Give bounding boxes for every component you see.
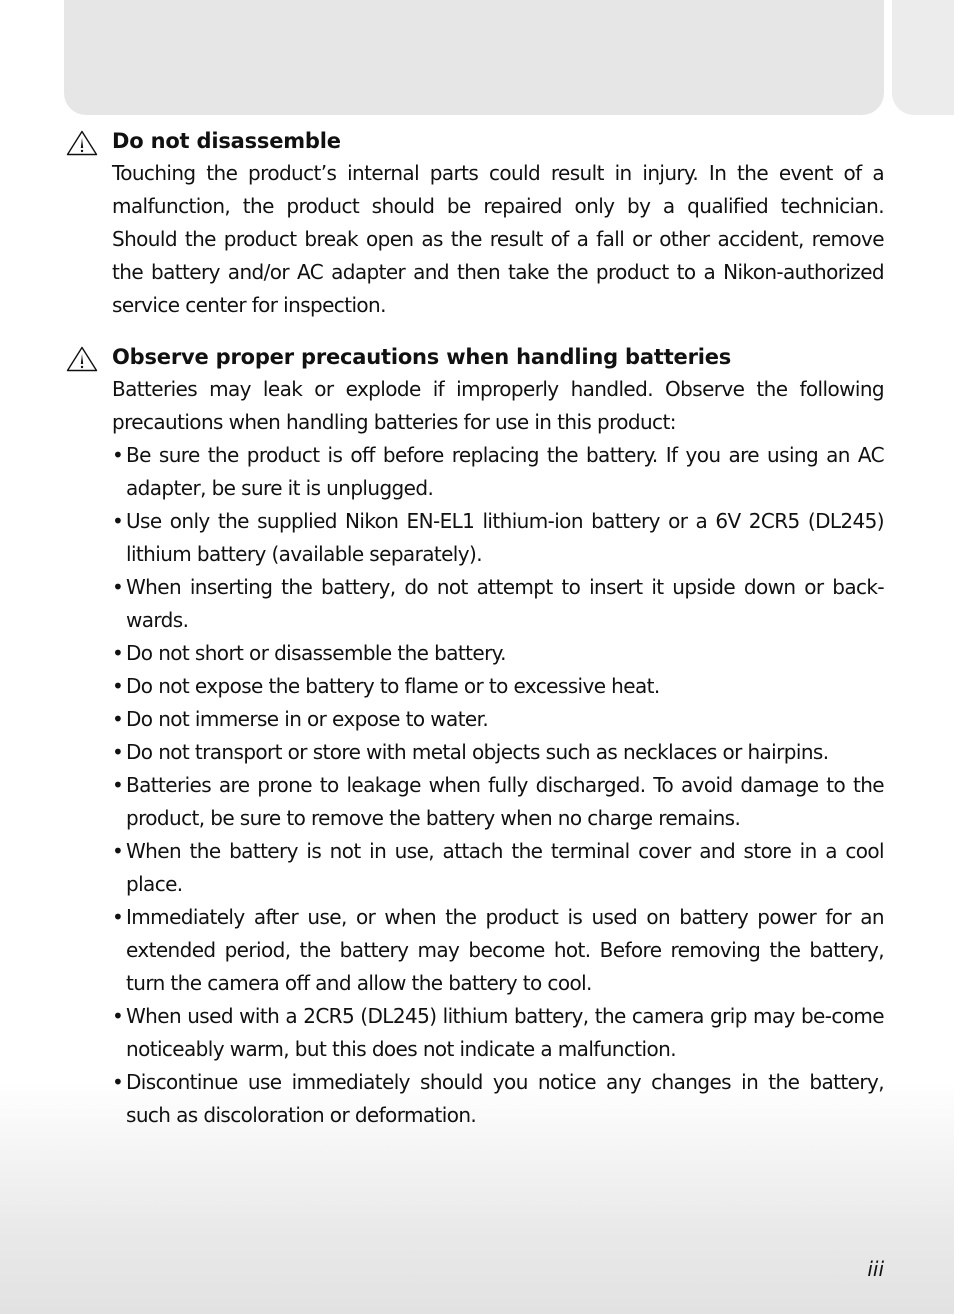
warning-triangle-icon (66, 346, 98, 372)
list-item: • When inserting the battery, do not attempt to insert it upside down or back-wards. (112, 571, 884, 637)
list-item: • Use only the supplied Nikon EN-EL1 lithium-ion battery or a 6V 2CR5 (DL245) lithium battery (available separately). (112, 505, 884, 571)
section-body: Batteries may leak or explode if improperly handled. Observe the following precautions when handling batteries for use in this product: (112, 377, 884, 434)
section-heading: Do not disassemble (112, 129, 341, 153)
list-item: • Immediately after use, or when the product is used on battery power for an extended period, the battery may become hot. Before removing the battery, turn the camera off and allow the battery to cool. (112, 901, 884, 1000)
section-heading: Observe proper precautions when handling batteries (112, 345, 732, 369)
list-item: • Batteries are prone to leakage when fully discharged. To avoid damage to the product, be sure to remove the battery when no charge remains. (112, 769, 884, 835)
list-item: • When used with a 2CR5 (DL245) lithium battery, the camera grip may be-come noticeably warm, but this does not indicate a malfunction. (112, 1000, 884, 1066)
header-tab (892, 0, 954, 115)
list-item: • Do not immerse in or expose to water. (112, 703, 884, 736)
header-band (64, 0, 884, 115)
precaution-list (66, 439, 884, 1132)
section-body: Touching the product’s internal parts could result in injury. In the event of a malfunction, the product should be repaired only by a qualified technician. Should the product break open as the result of a fall or other accident, remove the battery and/or AC adapter and then take the product to a Nikon-authorized service center for inspection. (112, 161, 884, 317)
list-item: • Do not short or disassemble the battery. (112, 637, 884, 670)
section-heading-row (66, 343, 884, 373)
list-item: • Do not transport or store with metal objects such as necklaces or hairpins. (112, 736, 884, 769)
section-heading-row (66, 127, 884, 157)
list-item: • When the battery is not in use, attach the terminal cover and store in a cool place. (112, 835, 884, 901)
list-item: • Discontinue use immediately should you notice any changes in the battery, such as discoloration or deformation. (112, 1066, 884, 1132)
section-battery-precautions (66, 343, 884, 1132)
section-do-not-disassemble (66, 127, 884, 322)
list-item: • Be sure the product is off before replacing the battery. If you are using an AC adapter, be sure it is unplugged. (112, 439, 884, 505)
warning-triangle-icon (66, 130, 98, 156)
list-item: • Do not expose the battery to flame or to excessive heat. (112, 670, 884, 703)
page-number: iii (867, 1257, 884, 1281)
